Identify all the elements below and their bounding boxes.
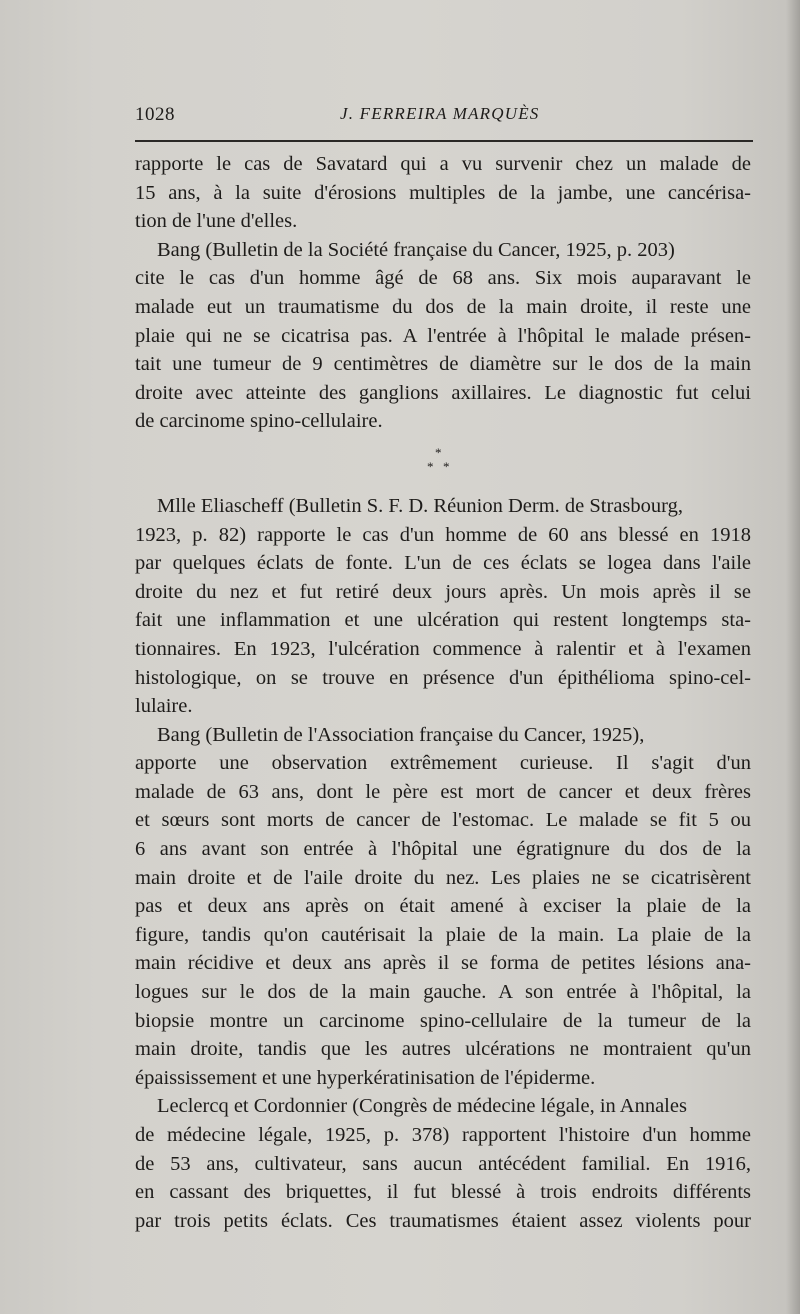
page-spine-shadow xyxy=(786,0,800,1314)
text-line: apporte une observation extrêmement curieuse. Il s'agit d'un xyxy=(135,752,751,775)
page-header xyxy=(135,104,751,132)
text-line: de carcinome spino-cellulaire. xyxy=(135,410,383,433)
text-line: Leclercq et Cordonnier (Congrès de médecine légale, in Annales xyxy=(157,1095,687,1118)
text-line: histologique, on se trouve en présence d'un épithélioma spino-cel- xyxy=(135,666,751,689)
text-line: droite du nez et fut retiré deux jours après. Un mois après il se xyxy=(135,580,751,603)
page-number: 1028 xyxy=(135,104,175,125)
section-asterism xyxy=(135,436,751,492)
text-line: et sœurs sont morts de cancer de l'estomac. Le malade se fit 5 ou xyxy=(135,809,751,832)
text-line: fait une inflammation et une ulcération qui restent longtemps sta- xyxy=(135,609,751,632)
asterism-star: * xyxy=(435,444,442,460)
text-line: main droite et de l'aile droite du nez. Les plaies ne se cicatrisèrent xyxy=(135,866,751,889)
text-line: figure, tandis qu'on cautérisait la plaie de la main. La plaie de la xyxy=(135,923,751,946)
asterism-star: * xyxy=(443,458,450,474)
text-line: par trois petits éclats. Ces traumatismes étaient assez violents pour xyxy=(135,1209,751,1232)
text-line: 15 ans, à la suite d'érosions multiples de la jambe, une cancérisa- xyxy=(135,181,751,204)
text-line: 1923, p. 82) rapporte le cas d'un homme de 60 ans blessé en 1918 xyxy=(135,523,751,546)
text-line: main droite, tandis que les autres ulcérations ne montraient qu'un xyxy=(135,1038,751,1061)
text-line: main récidive et deux ans après il se forma de petites lésions ana- xyxy=(135,952,751,975)
text-line: 6 ans avant son entrée à l'hôpital une égratignure du dos de la xyxy=(135,838,751,861)
text-line: droite avec atteinte des ganglions axillaires. Le diagnostic fut celui xyxy=(135,381,751,404)
text-line: rapporte le cas de Savatard qui a vu survenir chez un malade de xyxy=(135,153,751,175)
asterism-star: * xyxy=(427,458,434,474)
text-line: biopsie montre un carcinome spino-cellulaire de la tumeur de la xyxy=(135,1009,751,1032)
text-line: de 53 ans, cultivateur, sans aucun antécédent familial. En 1916, xyxy=(135,1152,751,1175)
text-line: malade de 63 ans, dont le père est mort de cancer et deux frères xyxy=(135,780,751,803)
text-line: Bang (Bulletin de l'Association française du Cancer, 1925), xyxy=(157,723,645,746)
text-line: en cassant des briquettes, il fut blessé à trois endroits différents xyxy=(135,1181,751,1204)
text-line: tait une tumeur de 9 centimètres de diamètre sur le dos de la main xyxy=(135,353,751,376)
text-line: lulaire. xyxy=(135,695,193,718)
text-line: cite le cas d'un homme âgé de 68 ans. Six mois auparavant le xyxy=(135,267,751,290)
text-line: malade eut un traumatisme du dos de la main droite, il reste une xyxy=(135,295,751,318)
text-line: Mlle Eliascheff (Bulletin S. F. D. Réunion Derm. de Strasbourg, xyxy=(157,494,683,517)
text-line: tion de l'une d'elles. xyxy=(135,210,298,233)
text-line: Bang (Bulletin de la Société française du Cancer, 1925, p. 203) xyxy=(157,238,675,261)
header-rule xyxy=(135,140,753,142)
text-line: par quelques éclats de fonte. L'un de ces éclats se logea dans l'aile xyxy=(135,552,751,575)
text-line: de médecine légale, 1925, p. 378) rapportent l'histoire d'un homme xyxy=(135,1124,751,1146)
text-line: épaississement et une hyperkératinisation de l'épiderme. xyxy=(135,1066,596,1089)
running-head: J. FERREIRA MARQUÈS xyxy=(340,104,540,123)
text-line: logues sur le dos de la main gauche. A son entrée à l'hôpital, la xyxy=(135,981,751,1004)
text-line: pas et deux ans après on était amené à exciser la plaie de la xyxy=(135,895,751,918)
text-line: plaie qui ne se cicatrisa pas. A l'entrée à l'hôpital le malade présen- xyxy=(135,324,751,347)
body-text xyxy=(135,150,751,1235)
text-line: tionnaires. En 1923, l'ulcération commence à ralentir et à l'examen xyxy=(135,637,751,660)
